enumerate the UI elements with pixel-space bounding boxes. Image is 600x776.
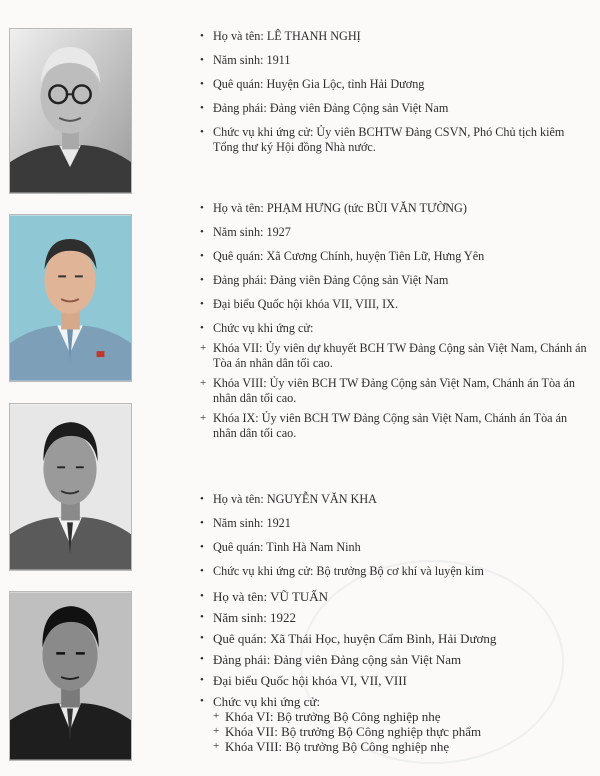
portrait-photo-icon — [10, 404, 131, 570]
bio-line-name: • Họ và tên: LÊ THANH NGHỊ — [200, 29, 590, 44]
portrait-nguyen-van-kha — [9, 403, 132, 571]
bio-line-party: • Đảng phái: Đảng viên Đảng cộng sản Việt Nam — [200, 652, 590, 667]
bio-term-item: + Khóa IX: Ủy viên BCH TW Đảng Cộng sản Việt Nam, Chánh án Tòa án nhân dân tối cao. — [200, 411, 590, 441]
bio-line-hometown: • Quê quán: Xã Cương Chính, huyện Tiên Lữ, Hưng Yên — [200, 249, 590, 264]
bio-line-birth-year: • Năm sinh: 1911 — [200, 53, 590, 68]
bio-term-item: + Khóa VIII: Bộ trưởng Bộ Công nghiệp nhẹ — [213, 739, 590, 754]
bio-term-item: + Khóa VII: Bộ trưởng Bộ Công nghiệp thực phẩm — [213, 724, 590, 739]
bio-line-party: • Đảng phái: Đảng viên Đảng Cộng sản Việt Nam — [200, 273, 590, 288]
bio-line-party: • Đảng phái: Đảng viên Đảng Cộng sản Việt Nam — [200, 101, 590, 116]
bio-vu-tuan — [200, 589, 590, 760]
portrait-photo-icon — [10, 592, 131, 760]
bio-line-hometown: • Quê quán: Huyện Gia Lộc, tỉnh Hải Dương — [200, 77, 590, 92]
portrait-le-thanh-nghi — [9, 28, 132, 194]
bio-line-position: • Chức vụ khi ứng cử: — [200, 321, 590, 336]
bio-line-birth-year: • Năm sinh: 1922 — [200, 610, 590, 625]
portrait-pham-hung — [9, 214, 132, 382]
bio-term-list — [213, 709, 590, 754]
bio-line-position: • Chức vụ khi ứng cử: Bộ trưởng Bộ cơ khí và luyện kim — [200, 564, 590, 579]
portrait-photo-icon — [10, 215, 131, 381]
bio-line-hometown: • Quê quán: Tỉnh Hà Nam Ninh — [200, 540, 590, 555]
bio-line-name: • Họ và tên: PHẠM HƯNG (tức BÙI VĂN TƯỜNG) — [200, 201, 590, 216]
bio-term-item: + Khóa VI: Bộ trưởng Bộ Công nghiệp nhẹ — [213, 709, 590, 724]
portrait-photo-icon — [10, 29, 131, 193]
bio-line-position — [200, 694, 590, 754]
bio-line-assembly-terms: • Đại biểu Quốc hội khóa VI, VII, VIII — [200, 673, 590, 688]
bio-nguyen-van-kha — [200, 492, 590, 588]
bio-line-name: • Họ và tên: NGUYỄN VĂN KHA — [200, 492, 590, 507]
bio-le-thanh-nghi — [200, 29, 590, 164]
bio-term-item: + Khóa VIII: Ủy viên BCH TW Đảng Cộng sản Việt Nam, Chánh án Tòa án nhân dân tối cao. — [200, 376, 590, 406]
bio-line-position: • Chức vụ khi ứng cử: Ủy viên BCHTW Đảng CSVN, Phó Chủ tịch kiêm Tổng thư ký Hội đồng Nhà nước. — [200, 125, 590, 155]
bio-line-hometown: • Quê quán: Xã Thái Học, huyện Cẩm Bình, Hải Dương — [200, 631, 590, 646]
bio-pham-hung — [200, 201, 590, 450]
bio-line-birth-year: • Năm sinh: 1927 — [200, 225, 590, 240]
bio-term-item: + Khóa VII: Ủy viên dự khuyết BCH TW Đảng Cộng sản Việt Nam, Chánh án Tòa án nhân dân tối cao. — [200, 341, 590, 371]
bio-position-label: Chức vụ khi ứng cử: — [213, 694, 321, 709]
bio-line-name: • Họ và tên: VŨ TUẤN — [200, 589, 590, 604]
bio-line-birth-year: • Năm sinh: 1921 — [200, 516, 590, 531]
bio-line-assembly-terms: • Đại biểu Quốc hội khóa VII, VIII, IX. — [200, 297, 590, 312]
portrait-vu-tuan — [9, 591, 132, 761]
